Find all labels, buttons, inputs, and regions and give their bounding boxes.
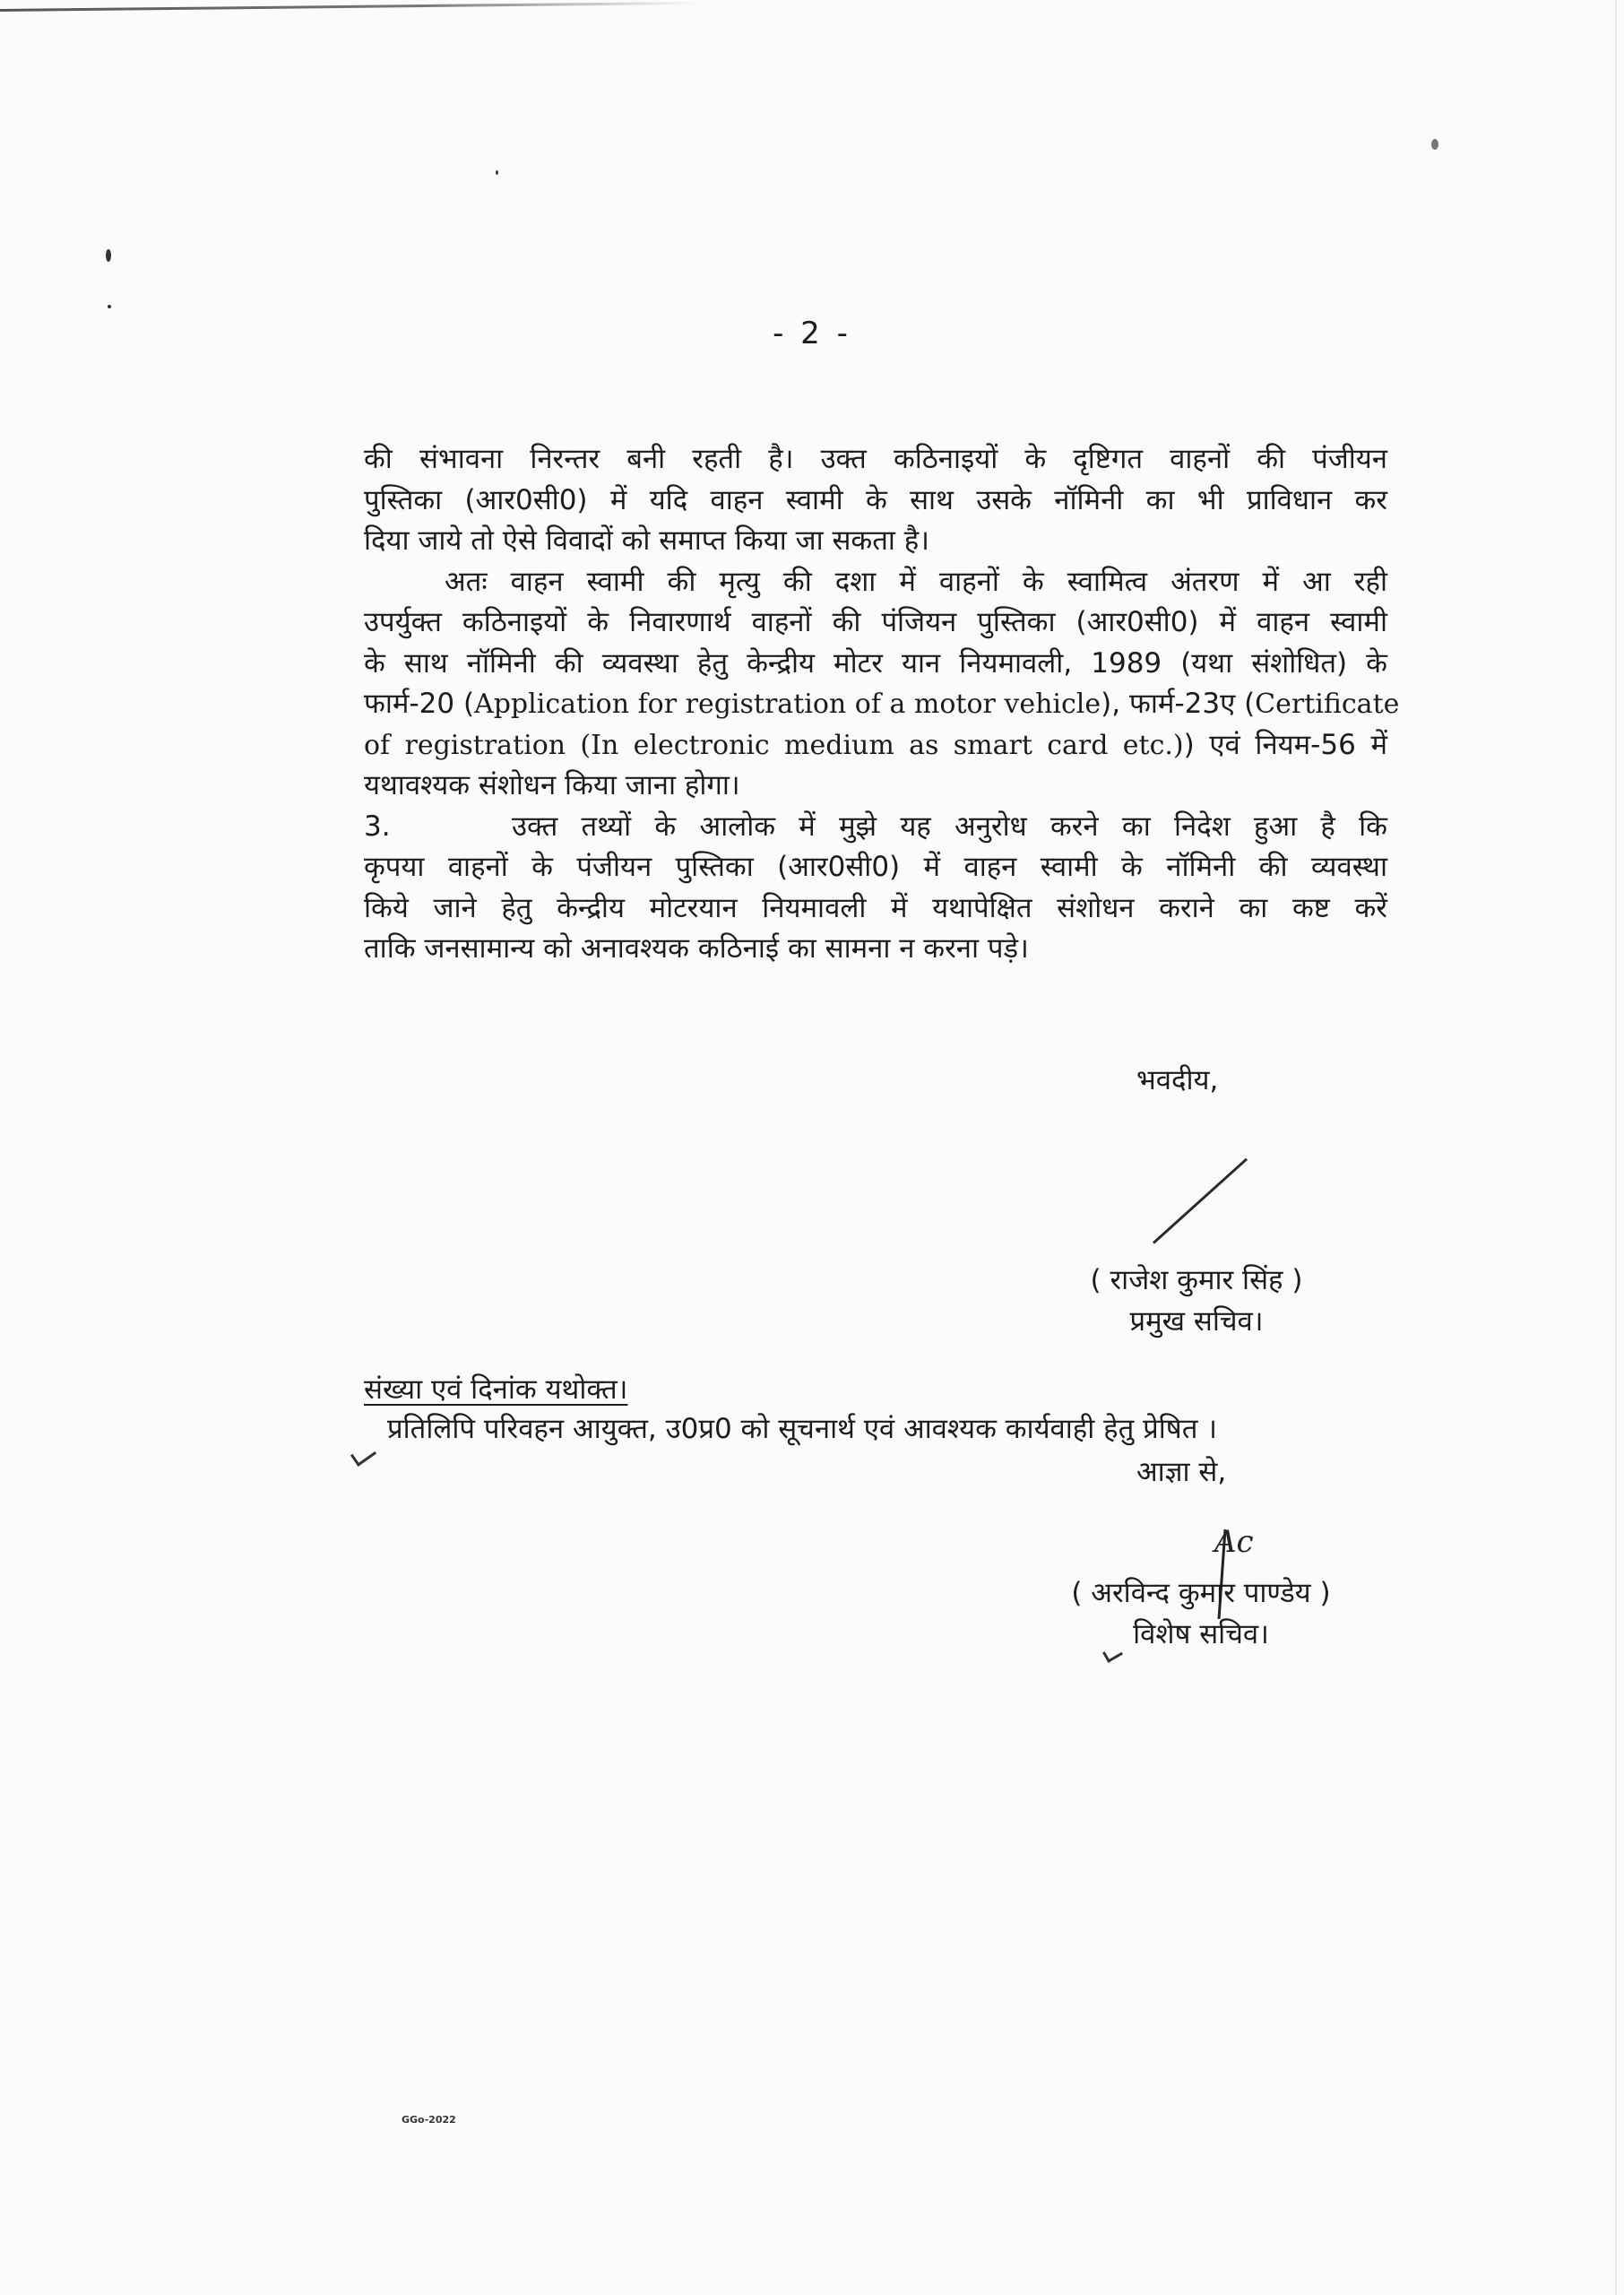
form23a-middle: ), फार्म-23ए ( bbox=[1101, 688, 1256, 720]
signatory-principal-secretary bbox=[1062, 1260, 1331, 1342]
signatory-designation: विशेष सचिव। bbox=[1133, 1618, 1269, 1650]
letter-body bbox=[364, 439, 1400, 970]
signatory-designation: प्रमुख सचिव। bbox=[1129, 1305, 1264, 1338]
para3-line: कृपया वाहनों के पंजीयन पुस्तिका (आर0सी0) में वाहन स्वामी के नॉमिनी की व्यवस्था bbox=[364, 851, 1387, 883]
body-line: यथावश्यक संशोधन किया जाना होगा। bbox=[364, 769, 740, 801]
para-number: 3. bbox=[364, 810, 391, 843]
signatory-name: ( अरविन्द कुमार पाण्डेय ) bbox=[1071, 1577, 1331, 1609]
scan-edge-line bbox=[0, 2, 699, 12]
signatory-name: ( राजेश कुमार सिंह ) bbox=[1090, 1264, 1303, 1296]
signature-stroke bbox=[1153, 1158, 1248, 1244]
copy-to-line: प्रतिलिपि परिवहन आयुक्त, उ0प्र0 को सूचनार्थ एवं आवश्यक कार्यवाही हेतु प्रेषित । bbox=[387, 1413, 1217, 1445]
tick-mark-icon bbox=[350, 1442, 376, 1467]
scan-speck bbox=[108, 305, 111, 308]
scan-speck bbox=[1431, 139, 1438, 150]
registration-english: of registration (In electronic medium as smart card etc.) bbox=[364, 729, 1184, 761]
body-line: की संभावना निरन्तर बनी रहती है। उक्त कठिनाइयों के दृष्टिगत वाहनों की पंजीयन bbox=[364, 443, 1387, 475]
registration-suffix: ) एवं नियम-56 में bbox=[1183, 728, 1387, 761]
body-line-form20 bbox=[364, 684, 1400, 725]
footer-code: GGo-2022 bbox=[402, 2114, 456, 2126]
closing-salutation: भवदीय, bbox=[1136, 1064, 1219, 1096]
para3-line: ताकि जनसामान्य को अनावश्यक कठिनाई का सामना न करना पड़े। bbox=[364, 932, 1029, 965]
body-line: अतः वाहन स्वामी की मृत्यु की दशा में वाहनों के स्वामित्व अंतरण में आ रही bbox=[445, 565, 1387, 598]
form20-english: Application for registration of a motor vehicle bbox=[474, 688, 1101, 720]
para3-line bbox=[364, 807, 1387, 848]
form23a-english: Certificate bbox=[1255, 688, 1400, 720]
body-line-registration bbox=[364, 725, 1387, 766]
body-line: के साथ नॉमिनी की व्यवस्था हेतु केन्द्रीय मोटर यान नियमावली, 1989 (यथा संशोधित) के bbox=[364, 646, 1387, 680]
body-line: पुस्तिका (आर0सी0) में यदि वाहन स्वामी के साथ उसके नॉमिनी का भी प्राविधान कर bbox=[364, 483, 1387, 516]
form20-prefix: फार्म-20 ( bbox=[364, 688, 475, 720]
para3-line: किये जाने हेतु केन्द्रीय मोटरयान नियमावली में यथापेक्षित संशोधन कराने का कष्ट करें bbox=[364, 891, 1387, 924]
body-line: उपर्युक्त कठिनाइयों के निवारणार्थ वाहनों की पंजियन पुस्तिका (आर0सी0) में वाहन स्वामी bbox=[364, 606, 1387, 638]
scan-speck bbox=[496, 170, 498, 175]
handwritten-initials: Ac bbox=[1214, 1524, 1254, 1560]
para3-text: उक्त तथ्यों के आलोक में मुझे यह अनुरोध करने का निदेश हुआ है कि bbox=[512, 810, 1387, 843]
reference-line: संख्या एवं दिनांक यथोक्त। bbox=[364, 1373, 628, 1406]
signatory-special-secretary bbox=[1040, 1572, 1362, 1655]
by-order-line: आज्ञा से, bbox=[1136, 1456, 1227, 1488]
scan-speck bbox=[106, 249, 111, 262]
body-line: दिया जाये तो ऐसे विवादों को समाप्त किया जा सकता है। bbox=[364, 524, 929, 557]
page-number: - 2 - bbox=[773, 316, 851, 351]
